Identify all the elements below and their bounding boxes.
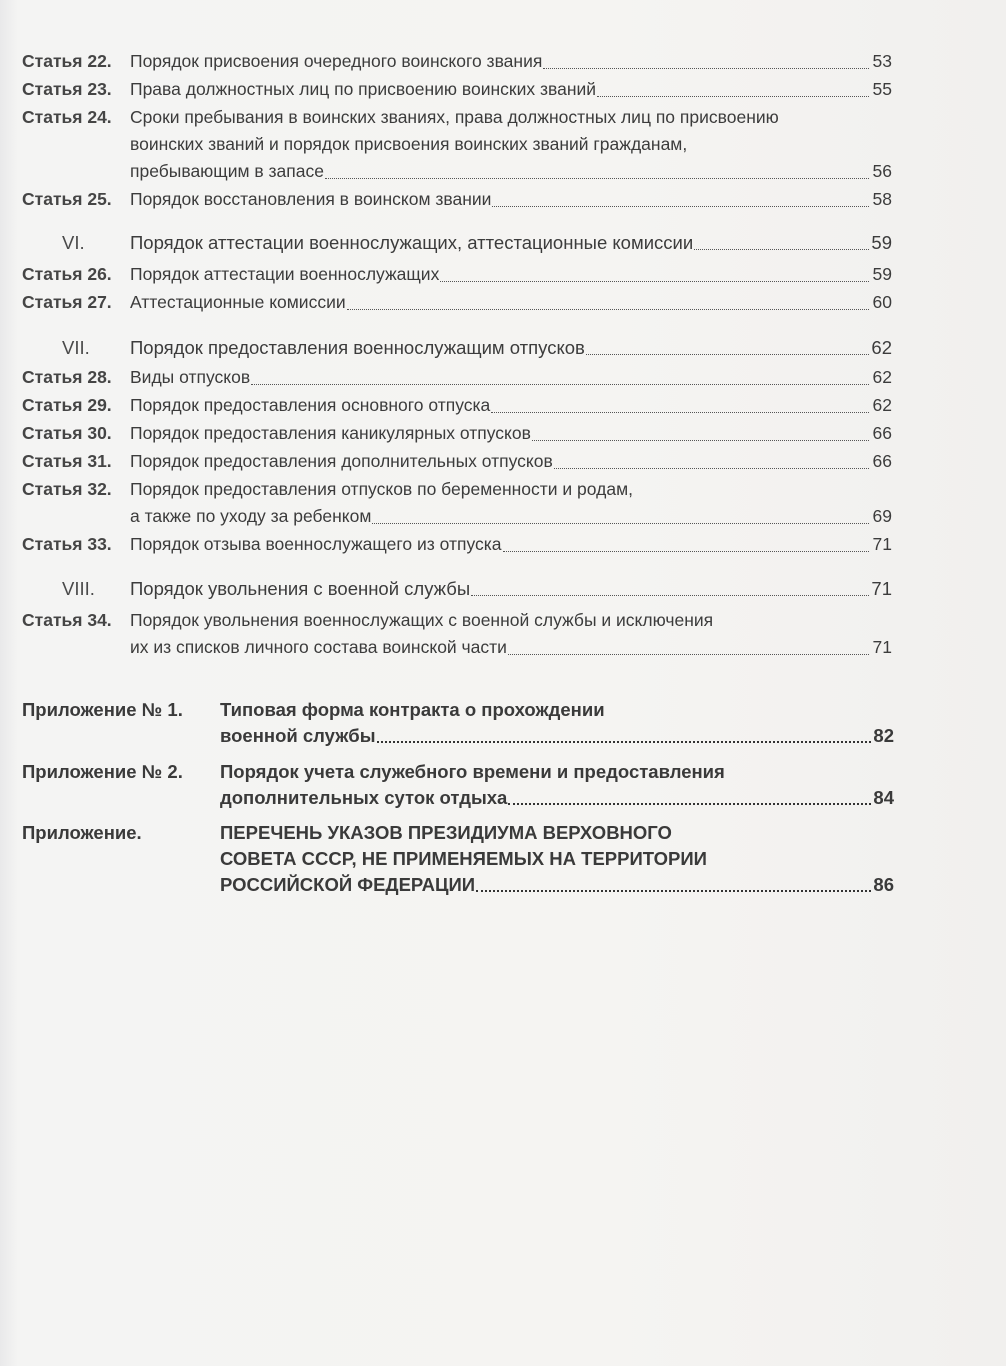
dot-leader [372, 522, 869, 524]
entry-title: Виды отпусков [130, 367, 251, 387]
entry-page: 56 [872, 161, 892, 181]
dot-leader [508, 653, 869, 655]
appendix-page: 86 [873, 874, 894, 895]
dot-leader [491, 411, 869, 413]
section-number: VII. [62, 337, 90, 358]
entry-page: 62 [872, 395, 892, 415]
entry-label: Статья 22. [22, 51, 112, 71]
appendix-label: Приложение. [22, 822, 142, 843]
dot-leader [503, 550, 869, 552]
dot-leader [347, 308, 869, 310]
appendix-title-line: ПЕРЕЧЕНЬ УКАЗОВ ПРЕЗИДИУМА ВЕРХОВНОГО [220, 822, 672, 843]
entry-title-line: пребывающим в запасе [130, 161, 324, 181]
dot-leader [251, 383, 869, 385]
dot-leader [377, 740, 871, 743]
dot-leader [597, 95, 869, 97]
appendix-label: Приложение № 1. [22, 699, 183, 720]
entry-title: Порядок отзыва военнослужащего из отпуска [130, 534, 502, 554]
section-page: 59 [871, 232, 892, 253]
entry-page: 66 [872, 423, 892, 443]
entry-title-line: а также по уходу за ребенком [130, 506, 372, 526]
entry-title: Порядок аттестации военнослужащих [130, 264, 440, 284]
appendix-title-line: РОССИЙСКОЙ ФЕДЕРАЦИИ [220, 874, 476, 895]
entry-page: 66 [872, 451, 892, 471]
section-number: VIII. [62, 578, 95, 599]
entry-page: 59 [872, 264, 892, 284]
entry-title-line: их из списков личного состава воинской части [130, 637, 507, 657]
entry-title-line: воинских званий и порядок присвоения воинских званий гражданам, [130, 134, 688, 154]
dot-leader [325, 177, 869, 179]
entry-title-line: Сроки пребывания в воинских званиях, права должностных лиц по присвоению [130, 107, 779, 127]
entry-title-line: Порядок увольнения военнослужащих с военной службы и исключения [130, 610, 714, 630]
entry-label: Статья 24. [22, 107, 112, 127]
entry-label: Статья 34. [22, 610, 112, 630]
dot-leader [586, 353, 869, 355]
section-page: 71 [871, 578, 892, 599]
appendix-page: 84 [873, 787, 894, 808]
dot-leader [471, 594, 869, 596]
entry-title: Порядок предоставления каникулярных отпусков [130, 423, 531, 443]
entry-label: Статья 26. [22, 264, 112, 284]
appendix-title-line: СОВЕТА СССР, НЕ ПРИМЕНЯЕМЫХ НА ТЕРРИТОРИИ [220, 848, 707, 869]
dot-leader [694, 248, 869, 250]
dot-leader [476, 889, 871, 892]
appendix-title-line: Порядок учета служебного времени и предоставления [220, 761, 725, 782]
section-number: VI. [62, 232, 85, 253]
entry-page: 60 [872, 292, 892, 312]
dot-leader [440, 280, 869, 282]
entry-page: 71 [872, 637, 892, 657]
entry-page: 53 [872, 51, 892, 71]
entry-title: Аттестационные комиссии [130, 292, 346, 312]
entry-label: Статья 32. [22, 479, 112, 499]
appendix-title-line: военной службы [220, 725, 376, 746]
dot-leader [508, 802, 871, 805]
section-title: Порядок увольнения с военной службы [130, 578, 471, 599]
appendix-title-line: дополнительных суток отдыха [220, 787, 508, 808]
entry-title: Порядок восстановления в воинском звании [130, 189, 492, 209]
appendix-label: Приложение № 2. [22, 761, 183, 782]
dot-leader [554, 467, 869, 469]
dot-leader [492, 205, 869, 207]
section-title: Порядок предоставления военнослужащим отпусков [130, 337, 585, 358]
dot-leader [532, 439, 869, 441]
section-title: Порядок аттестации военнослужащих, аттестационные комиссии [130, 232, 694, 253]
entry-label: Статья 31. [22, 451, 112, 471]
entry-label: Статья 28. [22, 367, 112, 387]
dot-leader [543, 67, 869, 69]
appendix-title-line: Типовая форма контракта о прохождении [220, 699, 605, 720]
entry-label: Статья 29. [22, 395, 112, 415]
entry-page: 69 [872, 506, 892, 526]
entry-label: Статья 23. [22, 79, 112, 99]
entry-title: Права должностных лиц по присвоению воинских званий [130, 79, 597, 99]
entry-label: Статья 25. [22, 189, 112, 209]
entry-label: Статья 30. [22, 423, 112, 443]
entry-page: 55 [872, 79, 892, 99]
entry-title: Порядок присвоения очередного воинского звания [130, 51, 543, 71]
entry-title-line: Порядок предоставления отпусков по беременности и родам, [130, 479, 633, 499]
entry-label: Статья 27. [22, 292, 112, 312]
entry-title: Порядок предоставления дополнительных отпусков [130, 451, 553, 471]
entry-page: 71 [872, 534, 892, 554]
entry-page: 58 [872, 189, 892, 209]
section-page: 62 [871, 337, 892, 358]
entry-page: 62 [872, 367, 892, 387]
entry-title: Порядок предоставления основного отпуска [130, 395, 491, 415]
entry-label: Статья 33. [22, 534, 112, 554]
appendix-page: 82 [873, 725, 894, 746]
